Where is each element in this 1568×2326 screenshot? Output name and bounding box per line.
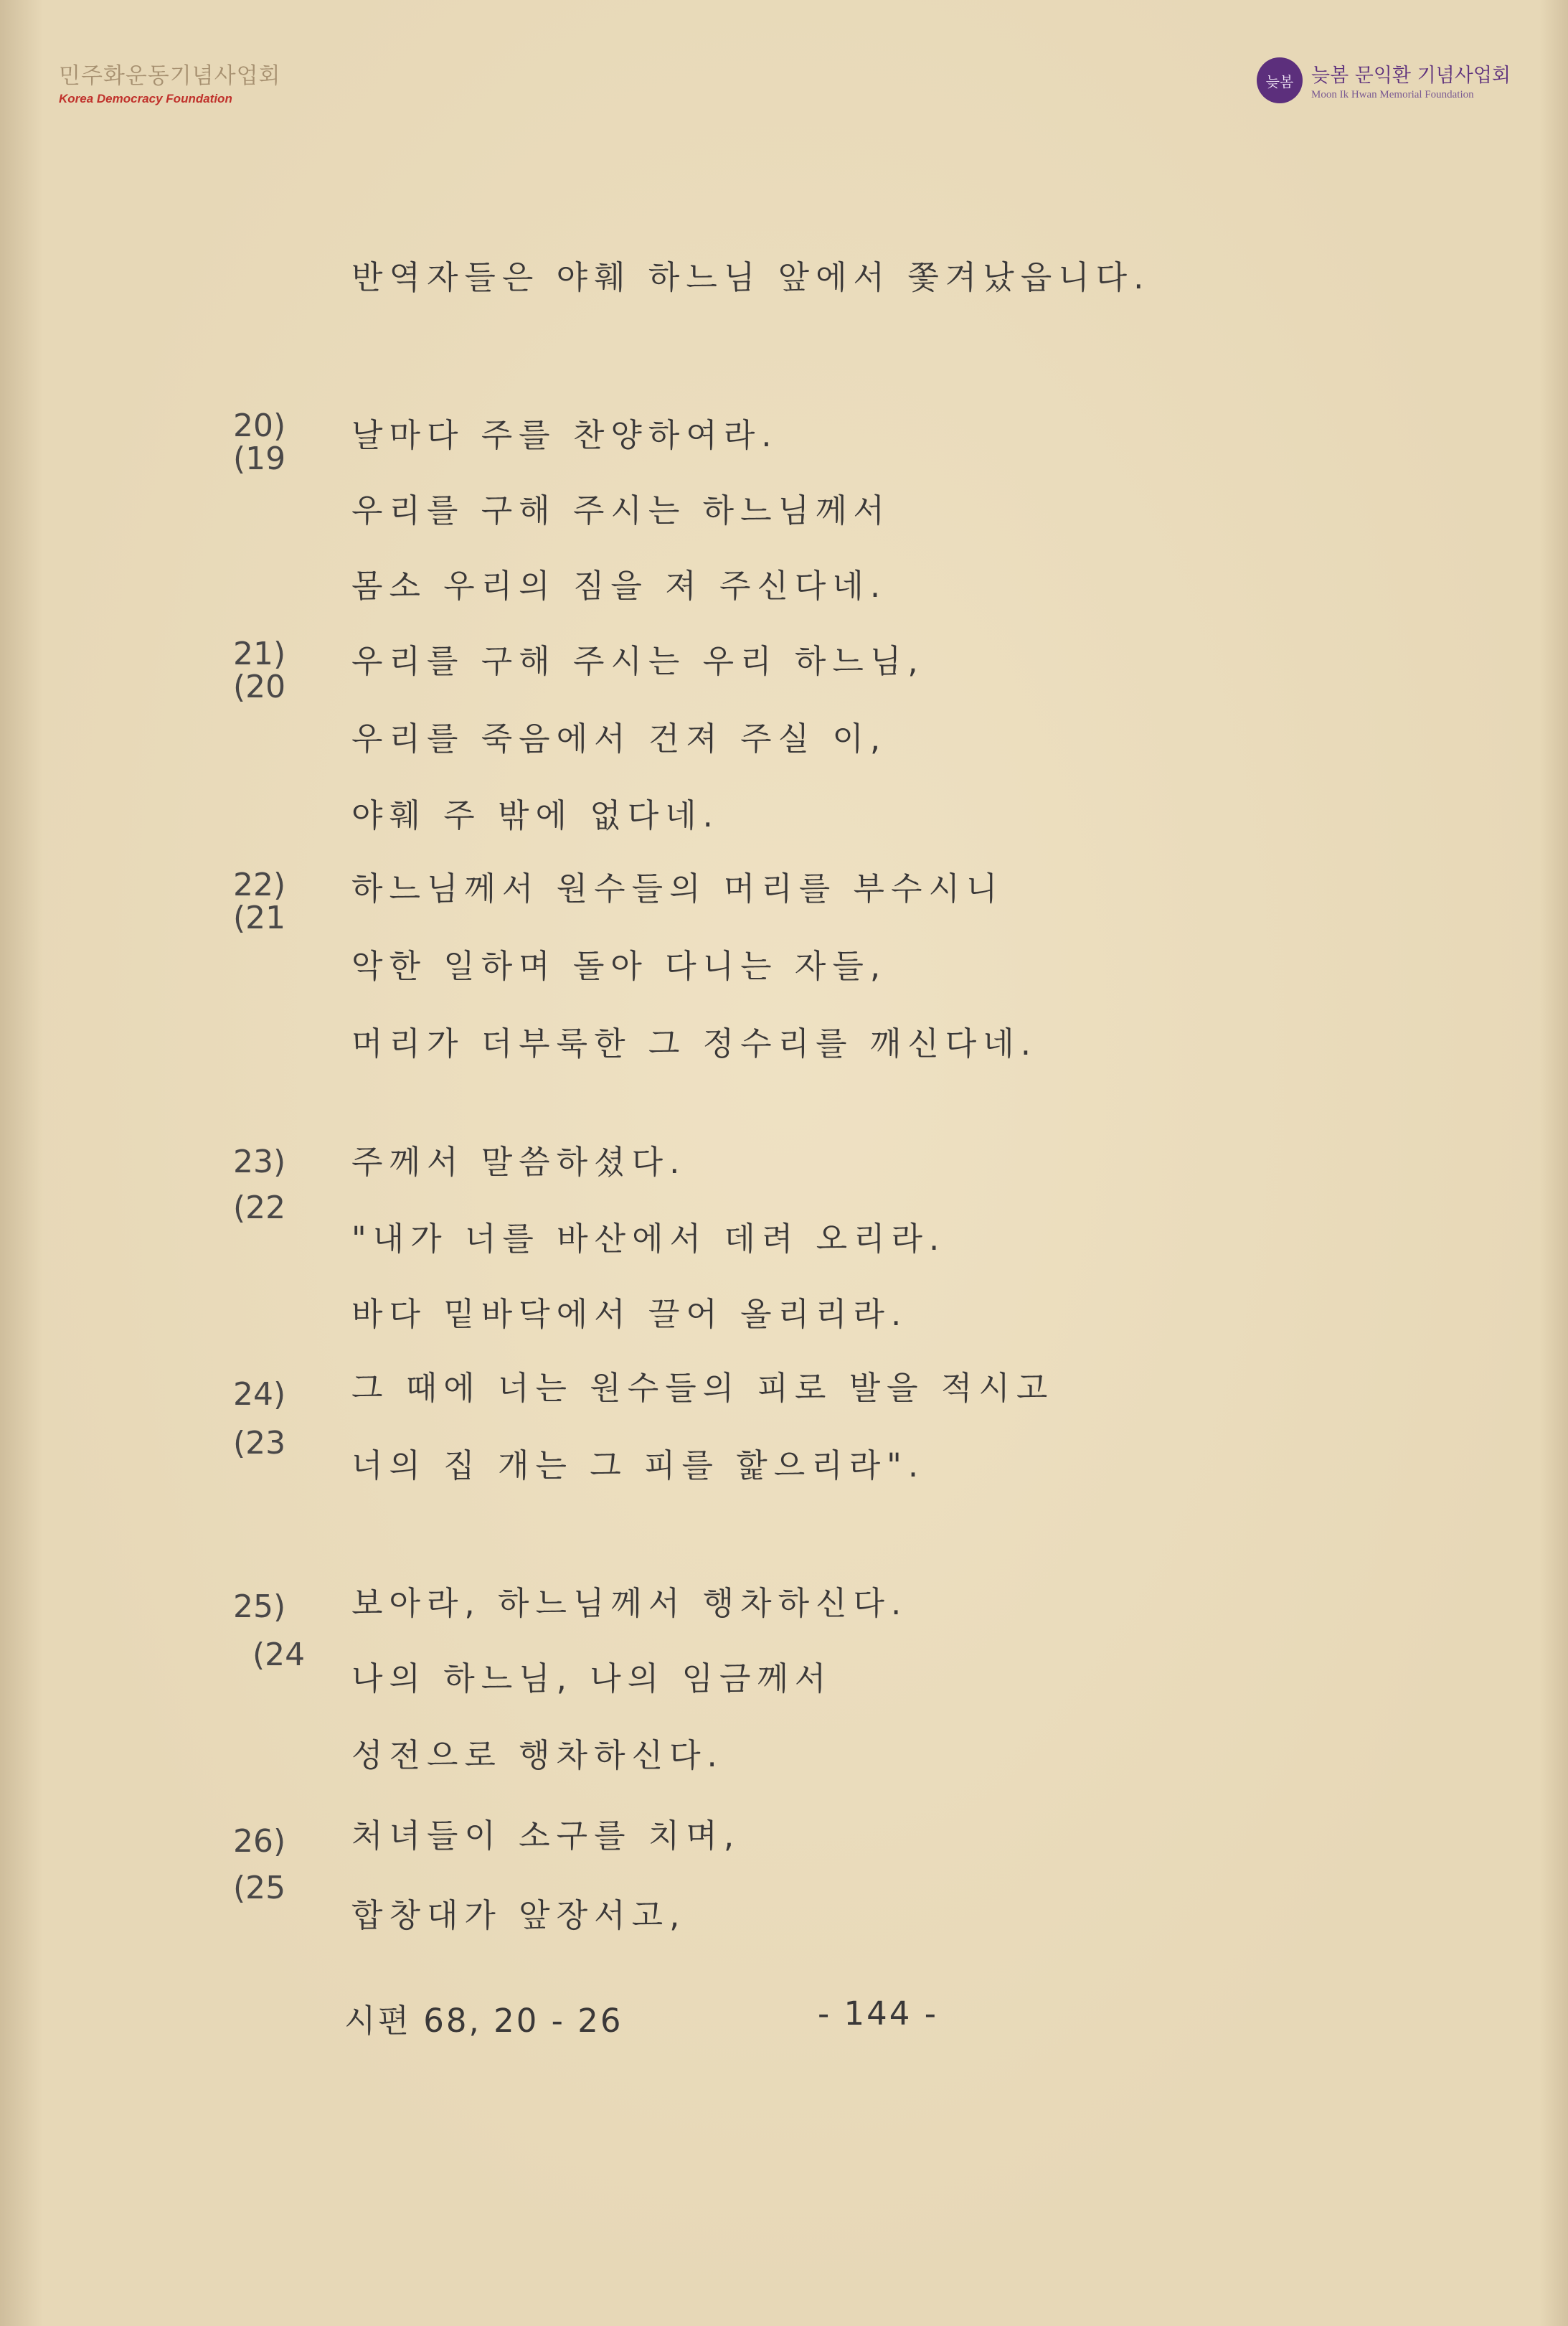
verse-number-alt: (24 [252, 1637, 306, 1673]
scripture-reference: 시편 68, 20 - 26 [344, 2002, 623, 2040]
foundation-emblem-icon: 늦봄 [1257, 57, 1303, 103]
verse-number: 24) [233, 1376, 286, 1413]
verse-number-alt: (23 [233, 1425, 286, 1461]
verse-number: 23) [233, 1144, 286, 1180]
text-line: 너의 집 개는 그 피를 핥으리라". [351, 1446, 925, 1484]
logo-korean-text: 늦봄 문익환 기념사업회 [1311, 65, 1511, 87]
text-line: 그 때에 너는 원수들의 피로 발을 적시고 [351, 1369, 1054, 1407]
text-line: 합창대가 앞장서고, [351, 1896, 686, 1934]
verse-number: 22) [233, 867, 286, 903]
text-line: 반역자들은 야훼 하느님 앞에서 쫓겨났읍니다. [351, 258, 1151, 296]
verse-number-alt: (20 [233, 669, 286, 705]
verse-number: 21) [233, 636, 286, 672]
verse-number-alt: (25 [233, 1870, 286, 1906]
text-line: 나의 하느님, 나의 임금께서 [351, 1659, 833, 1698]
logo-korean-text: 민주화운동기념사업회 [59, 63, 281, 89]
logo-english-text: Moon Ik Hwan Memorial Foundation [1311, 89, 1474, 100]
verse-number-alt: (19 [233, 441, 286, 477]
text-line: 우리를 구해 주시는 우리 하느님, [351, 642, 925, 680]
text-line: 하느님께서 원수들의 머리를 부수시니 [351, 870, 1004, 908]
text-line: "내가 너를 바산에서 데려 오리라. [351, 1220, 946, 1258]
verse-number-alt: (21 [233, 900, 286, 936]
logo-english-text: Korea Democracy Foundation [59, 92, 232, 105]
verse-number: 25) [233, 1588, 286, 1625]
text-line: 보아라, 하느님께서 행차하신다. [351, 1584, 908, 1622]
text-line: 우리를 구해 주시는 하느님께서 [351, 491, 892, 529]
text-line: 날마다 주를 찬양하여라. [351, 416, 778, 454]
text-line: 주께서 말씀하셨다. [351, 1143, 686, 1181]
moon-ik-hwan-foundation-logo [1257, 57, 1511, 103]
text-line: 우리를 죽음에서 건져 주실 이, [351, 720, 887, 758]
text-line: 머리가 더부룩한 그 정수리를 깨신다네. [351, 1025, 1038, 1063]
text-line: 몸소 우리의 짐을 져 주신다네. [351, 567, 887, 605]
text-line: 처녀들이 소구를 치며, [351, 1817, 741, 1855]
verse-number-alt: (22 [233, 1190, 286, 1226]
verse-number: 20) [233, 408, 286, 444]
korea-democracy-foundation-logo [59, 57, 280, 106]
text-line: 악한 일하며 돌아 다니는 자들, [351, 947, 887, 985]
text-line: 바다 밑바닥에서 끌어 올리리라. [351, 1295, 908, 1333]
text-line: 성전으로 행차하신다. [351, 1736, 724, 1774]
text-line: 야훼 주 밖에 없다네. [351, 796, 719, 834]
page-number: - 144 - [818, 1995, 938, 2033]
verse-number: 26) [233, 1823, 286, 1860]
